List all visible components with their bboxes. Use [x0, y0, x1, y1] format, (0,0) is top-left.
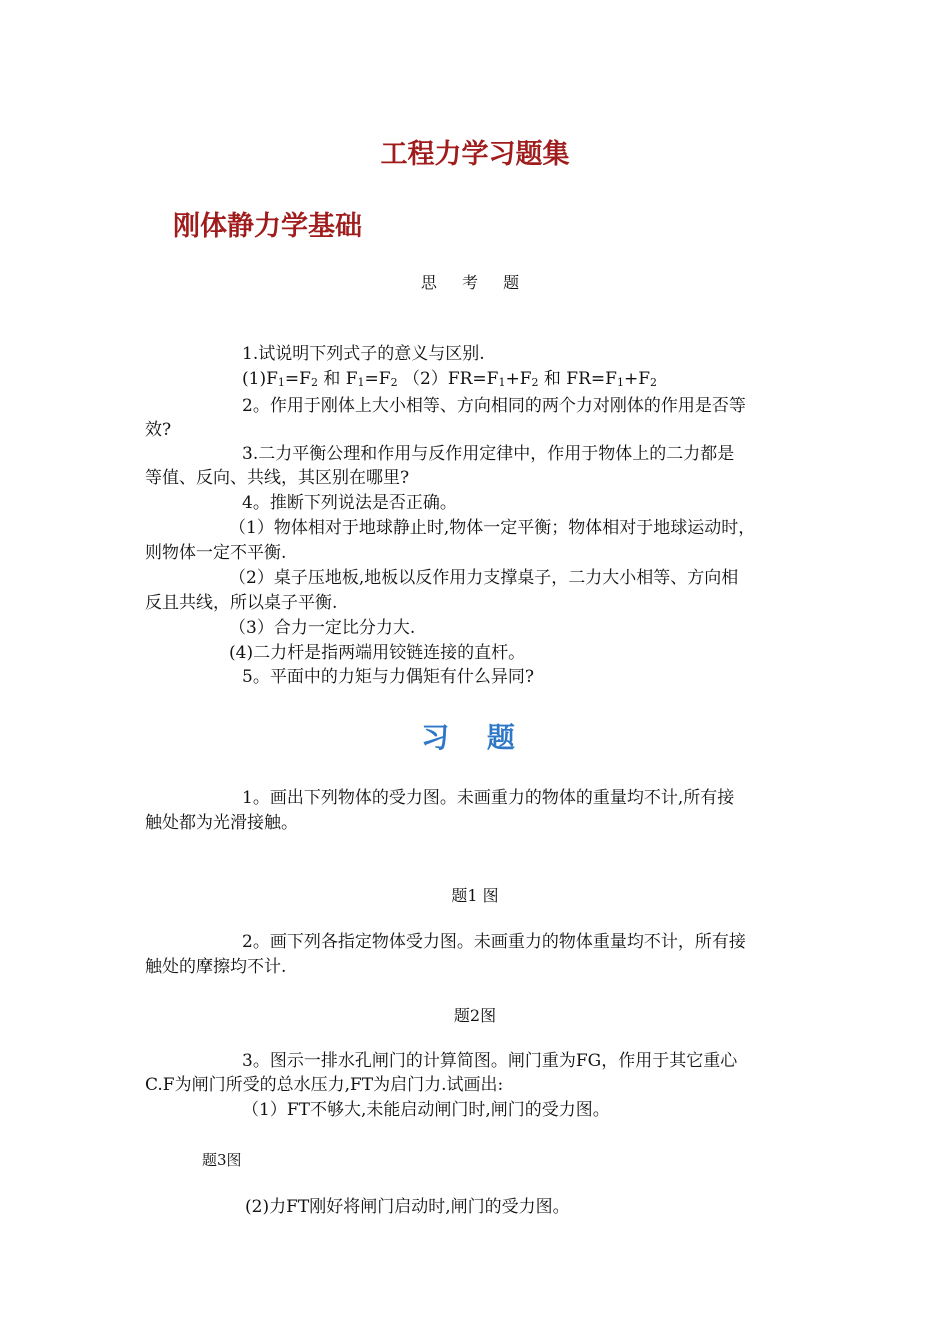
question-2-line2: 效?: [145, 420, 172, 440]
question-4-2-line1: （2）桌子压地板,地板以反作用力支撑桌子，二力大小相等、方向相: [229, 568, 739, 588]
question-1-formula: $(1)F_1=F_2$ 和 $F_1=F_2$ $(2)FR=F_1+F_2$ 和 $FR=F_1+F_2$: [242, 369, 657, 389]
question-4: 4。推断下列说法是否正确。: [242, 493, 457, 513]
question-4-2-line2: 反且共线，所以桌子平衡.: [145, 593, 338, 613]
question-4-3: （3）合力一定比分力大.: [229, 618, 416, 638]
exercise-1-line2: 触处都为光滑接触。: [145, 813, 298, 833]
question-4-4: (4)二力杆是指两端用铰链连接的直杆。: [229, 643, 526, 663]
exercise-2-line1: 2。画下列各指定物体受力图。未画重力的物体重量均不计，所有接: [242, 932, 746, 952]
figure-1-caption: 题1 图: [451, 886, 499, 905]
exercise-3-line1: 3。图示一排水孔闸门的计算简图。闸门重为FG，作用于其它重心: [242, 1051, 738, 1071]
question-1: 1.试说明下列式子的意义与区别.: [242, 344, 485, 364]
exercise-3-line2: C.F为闸门所受的总水压力,FT为启门力.试画出:: [145, 1075, 504, 1095]
thinking-questions-heading: 思 考 题: [420, 273, 530, 292]
exercise-3-1: （1）FT不够大,未能启动闸门时,闸门的受力图。: [242, 1100, 610, 1120]
question-3-line2: 等值、反向、共线，其区别在哪里?: [145, 468, 410, 488]
exercise-2-line2: 触处的摩擦均不计.: [145, 957, 287, 977]
figure-2-caption: 题2图: [453, 1006, 497, 1025]
section-title: 刚体静力学基础: [173, 211, 362, 242]
figure-3-caption: 题3图: [202, 1151, 242, 1169]
question-2-line1: 2。作用于刚体上大小相等、方向相同的两个力对刚体的作用是否等: [242, 396, 746, 416]
question-3-line1: 3.二力平衡公理和作用与反作用定律中，作用于物体上的二力都是: [242, 444, 735, 464]
exercise-3-2: (2)力FT刚好将闸门启动时,闸门的受力图。: [245, 1197, 570, 1217]
document-title: 工程力学习题集: [380, 139, 570, 170]
exercise-1-line1: 1。画出下列物体的受力图。未画重力的物体的重量均不计,所有接: [242, 788, 735, 808]
question-5: 5。平面中的力矩与力偶矩有什么异同?: [242, 667, 534, 687]
question-4-1-line2: 则物体一定不平衡.: [145, 543, 287, 563]
question-4-1-line1: （1）物体相对于地球静止时,物体一定平衡；物体相对于地球运动时，: [229, 518, 756, 538]
exercises-heading: 习 题: [421, 721, 529, 754]
